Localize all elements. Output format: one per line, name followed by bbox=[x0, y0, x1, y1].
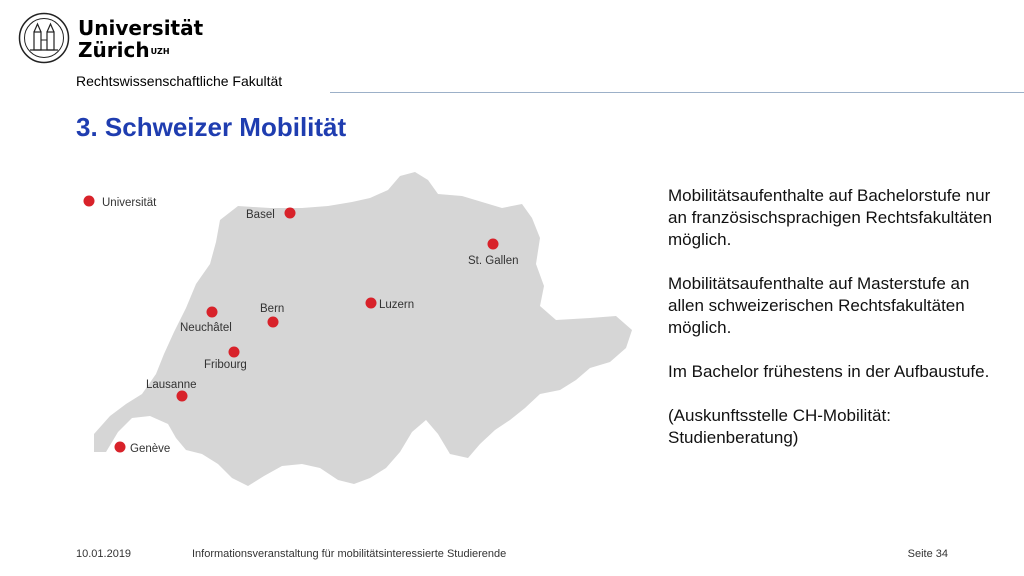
paragraph-contact: (Auskunftsstelle CH-Mobilität: Studienberatung) bbox=[668, 406, 891, 447]
city-label: Bern bbox=[260, 303, 285, 315]
paragraph-master: Mobilitätsaufenthalte auf Masterstufe an allen schweizerischen Rechtsfakultäten möglich. bbox=[668, 274, 970, 337]
paragraph-timing: Im Bachelor frühestens in der Aufbaustufe. bbox=[668, 362, 990, 381]
map-legend bbox=[84, 196, 158, 210]
city-marker bbox=[177, 391, 188, 402]
footer-page-number: Seite 34 bbox=[907, 548, 948, 560]
switzerland-outline bbox=[94, 172, 632, 486]
city-marker bbox=[115, 442, 126, 453]
faculty-name: Rechtswissenschaftliche Fakultät bbox=[76, 73, 283, 89]
city-label: St. Gallen bbox=[468, 255, 519, 267]
city-geneve[interactable] bbox=[115, 442, 171, 456]
city-marker bbox=[366, 298, 377, 309]
university-seal-icon bbox=[18, 12, 70, 64]
city-marker bbox=[285, 208, 296, 219]
city-label: Fribourg bbox=[204, 359, 247, 371]
paragraph-bachelor: Mobilitätsaufenthalte auf Bachelorstufe nur an französischsprachigen Rechtsfakultäten möglich. bbox=[668, 186, 993, 249]
legend-marker bbox=[84, 196, 95, 207]
legend-label: Universität bbox=[102, 197, 157, 209]
city-label: Luzern bbox=[379, 299, 415, 311]
footer-event-title: Informationsveranstaltung für mobilitätsinteressierte Studierende bbox=[192, 548, 507, 560]
city-label: Basel bbox=[246, 209, 275, 221]
city-marker bbox=[268, 317, 279, 328]
switzerland-map bbox=[70, 168, 650, 498]
slide-title: 3. Schweizer Mobilität bbox=[76, 112, 347, 142]
footer-date: 10.01.2019 bbox=[76, 548, 132, 560]
university-city-label: Zürich bbox=[78, 38, 150, 62]
city-label: Genève bbox=[130, 443, 171, 455]
university-logo[interactable] bbox=[18, 12, 204, 68]
university-name: Universität bbox=[78, 16, 204, 40]
city-marker bbox=[229, 347, 240, 358]
university-abbrev: UZH bbox=[150, 47, 170, 56]
city-label: Neuchâtel bbox=[180, 322, 232, 334]
city-marker bbox=[488, 239, 499, 250]
slide-body bbox=[668, 185, 1008, 471]
city-marker bbox=[207, 307, 218, 318]
university-city bbox=[78, 40, 170, 60]
city-label: Lausanne bbox=[146, 379, 197, 391]
header-divider bbox=[330, 92, 1024, 93]
